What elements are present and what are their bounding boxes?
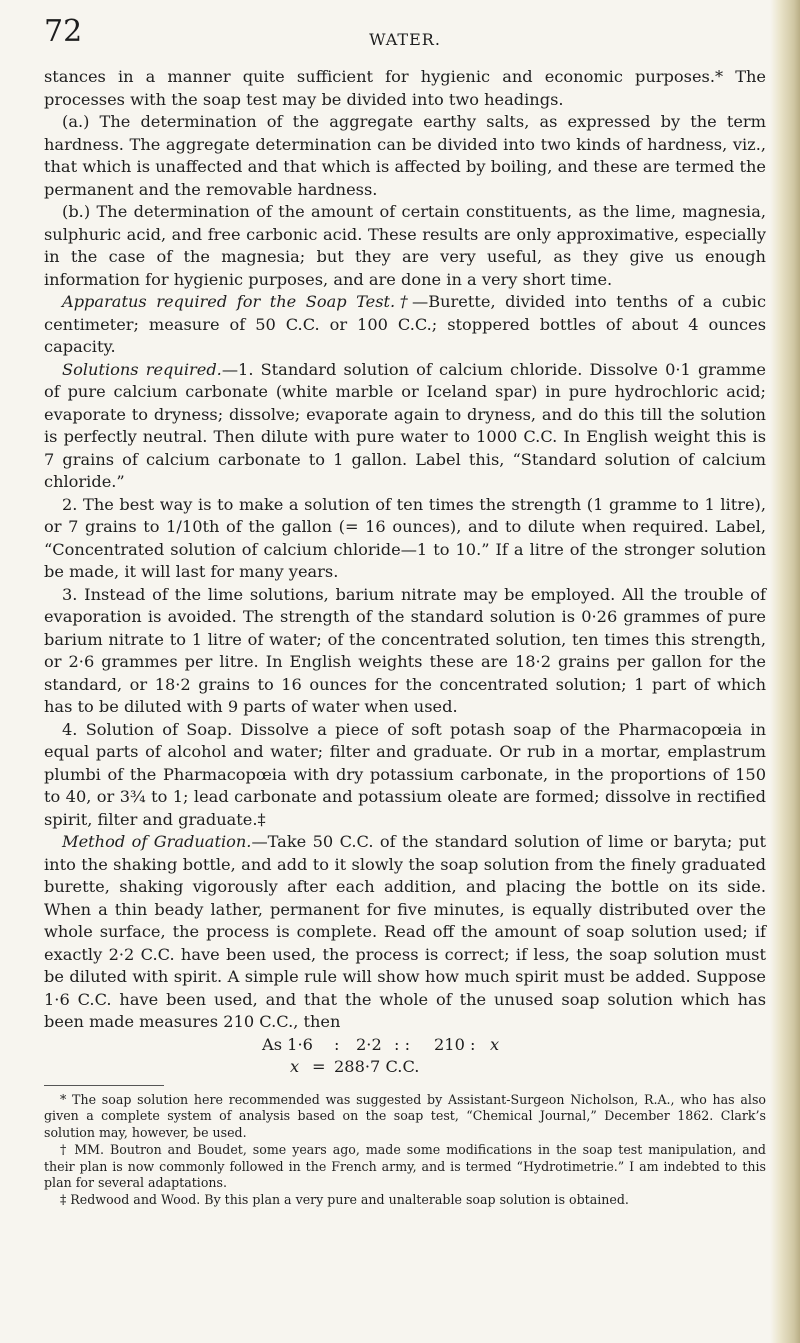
page-header [44, 14, 766, 66]
paragraph: Method of Graduation.—Take 50 C.C. of the standard solution of lime or baryta; put into the shaking bottle, and add to it slowly the soap solution from the finely graduated burette, shaking vigorously after each addition, and placing the bottle on its side. When a thin beady lather, permanent for five minutes, is equally distributed over the whole surface, the process is complete. Read off the amount of soap solution used; if exactly 2·2 C.C. have been used, the process is correct; if less, the soap solution must be diluted with spirit. A simple rule will show how much spirit must be added. Suppose 1·6 C.C. have been used, and that the whole of the unused soap solution which has been made measures 210 C.C., then [44, 832, 766, 1031]
equation-row-1: As 1·6 : 2·2 : : 210 : x [262, 1034, 500, 1054]
footnote-divider [44, 1085, 164, 1086]
running-head: WATER. [369, 30, 441, 49]
paragraph-lead: Method of Graduation. [62, 832, 252, 851]
proportion-equation [44, 1034, 766, 1079]
equation-row-2: x = 288·7 C.C. [290, 1057, 420, 1076]
paragraph: (b.) The determination of the amount of certain constituents, as the lime, magnesia, sulphuric acid, and free carbonic acid. These results are only approximative, especially in the case of the magnesia; but they are very useful, as they give us enough information for hygienic purposes, and are done in a very short time. [44, 202, 766, 289]
paragraph: Apparatus required for the Soap Test.†—Burette, divided into tenths of a cubic centimeter; measure of 50 C.C. or 100 C.C.; stoppered bottles of about 4 ounces capacity. [44, 292, 767, 356]
footnote: * The soap solution here recommended was suggested by Assistant-Surgeon Nicholson, R.A., who has also given a complete system of analysis based on the soap test, “Chemical Journal,” December 1862. Clark’s solution may, however, be used. [44, 1091, 766, 1141]
paragraph: 2. The best way is to make a solution of ten times the strength (1 gramme to 1 litre), or 7 grains to 1/10th of the gallon (= 16 ounces), and to dilute when required. Label, “Concentrated solution of calcium chloride—1 to 10.” If a litre of the stronger solution be made, it will last for many years. [44, 494, 766, 581]
paragraph-lead: Apparatus required for the Soap Test.† [62, 292, 413, 311]
paragraph: stances in a manner quite sufficient for hygienic and economic purposes.* The processes with the soap test may be divided into two headings. [44, 67, 766, 109]
footnote: ‡ Redwood and Wood. By this plan a very pure and unalterable soap solution is obtained. [60, 1192, 629, 1208]
paragraph: (a.) The determination of the aggregate earthy salts, as expressed by the term hardness. The aggregate determination can be divided into two kinds of hardness, viz., that which is unaffected and that which is affected by boiling, and these are termed the permanent and the removable hardness. [44, 112, 766, 199]
page-number: 72 [44, 14, 83, 49]
paragraph: 3. Instead of the lime solutions, barium nitrate may be employed. All the trouble of evaporation is avoided. The strength of the standard solution is 0·26 grammes of pure barium nitrate to 1 litre of water; of the concentrated solution, ten times this strength, or 2·6 grammes per litre. In English weights these are 18·2 grains per gallon for the standard, or 18·2 grains to 16 ounces for the concentrated solution; 1 part of which has to be diluted with 9 parts of water when used. [44, 584, 766, 716]
paragraph: 4. Solution of Soap. Dissolve a piece of soft potash soap of the Pharmacopœia in equal parts of alcohol and water; filter and graduate. Or rub in a mortar, emplastrum plumbi of the Pharmacopœia with dry potassium carbonate, in the proportions of 150 to 40, or 3¾ to 1; lead carbonate and potassium oleate are formed; dissolve in rectified spirit, filter and graduate.‡ [44, 719, 766, 829]
footnote: † MM. Boutron and Boudet, some years ago, made some modifications in the soap test manipulation, and their plan is now commonly followed in the French army, and is termed “Hydrotimetrie.” I am indebted to this plan for several adaptations. [44, 1141, 766, 1191]
paragraph-lead: Solutions required. [62, 359, 222, 379]
body-text [44, 66, 766, 1079]
paragraph: Solutions required.—1. Standard solution of calcium chloride. Dissolve 0·1 gramme of pure calcium carbonate (white marble or Iceland spar) in pure hydrochloric acid; evaporate to dryness; dissolve; evaporate again to dryness, and do this till the solution is perfectly neutral. Then dilute with pure water to 1000 C.C. In English weight this is 7 grains of calcium carbonate to 1 gallon. Label this, “Standard solution of calcium chloride.” [44, 359, 766, 491]
book-page [44, 14, 766, 1209]
page-edge-shadow [770, 0, 800, 1343]
footnotes [44, 1092, 766, 1210]
